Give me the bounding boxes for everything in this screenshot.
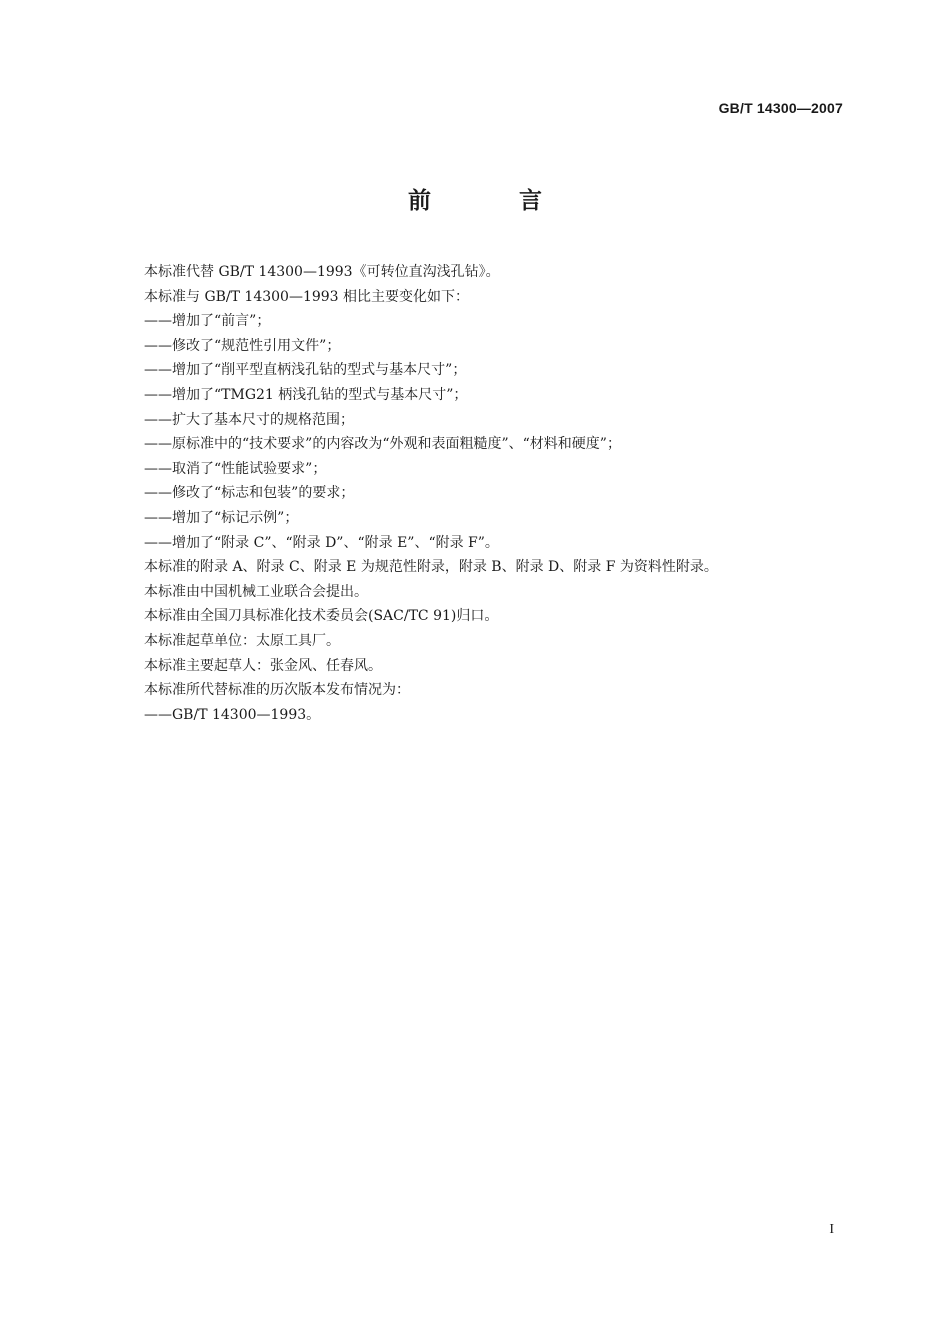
change-item: ——增加了“削平型直柄浅孔钻的型式与基本尺寸”； bbox=[144, 362, 467, 379]
paragraph: 本标准主要起草人：张金风、任春风。 bbox=[144, 657, 382, 674]
change-item: ——增加了“标记示例”； bbox=[144, 509, 299, 526]
paragraph: 本标准由中国机械工业联合会提出。 bbox=[144, 583, 368, 600]
paragraph: 本标准起草单位：太原工具厂。 bbox=[144, 632, 340, 649]
history-item: ——GB/T 14300—1993。 bbox=[144, 706, 321, 723]
change-item: ——修改了“规范性引用文件”； bbox=[144, 337, 341, 354]
foreword-body bbox=[144, 260, 844, 727]
page-number: I bbox=[829, 1222, 834, 1237]
paragraph: 本标准与 GB/T 14300—1993 相比主要变化如下： bbox=[144, 288, 470, 305]
change-item: ——增加了“前言”； bbox=[144, 313, 271, 330]
document-code: GB/T 14300—2007 bbox=[718, 100, 843, 116]
paragraph: 本标准所代替标准的历次版本发布情况为： bbox=[144, 682, 410, 699]
change-item: ——修改了“标志和包装”的要求； bbox=[144, 485, 355, 502]
change-item: ——增加了“TMG21 柄浅孔钻的型式与基本尺寸”； bbox=[144, 386, 468, 403]
change-item: ——扩大了基本尺寸的规格范围； bbox=[144, 411, 354, 428]
change-item: ——取消了“性能试验要求”； bbox=[144, 460, 327, 477]
paragraph: 本标准由全国刀具标准化技术委员会(SAC/TC 91)归口。 bbox=[144, 608, 499, 625]
page-title: 前 言 bbox=[407, 188, 582, 214]
paragraph: 本标准代替 GB/T 14300—1993《可转位直沟浅孔钻》。 bbox=[144, 264, 500, 280]
paragraph: 本标准的附录 A、附录 C、附录 E 为规范性附录，附录 B、附录 D、附录 F 为资料性附录。 bbox=[144, 559, 718, 576]
change-item: ——原标准中的“技术要求”的内容改为“外观和表面粗糙度”、“材料和硬度”； bbox=[144, 436, 621, 453]
change-item: ——增加了“附录 C”、“附录 D”、“附录 E”、“附录 F”。 bbox=[144, 534, 499, 551]
